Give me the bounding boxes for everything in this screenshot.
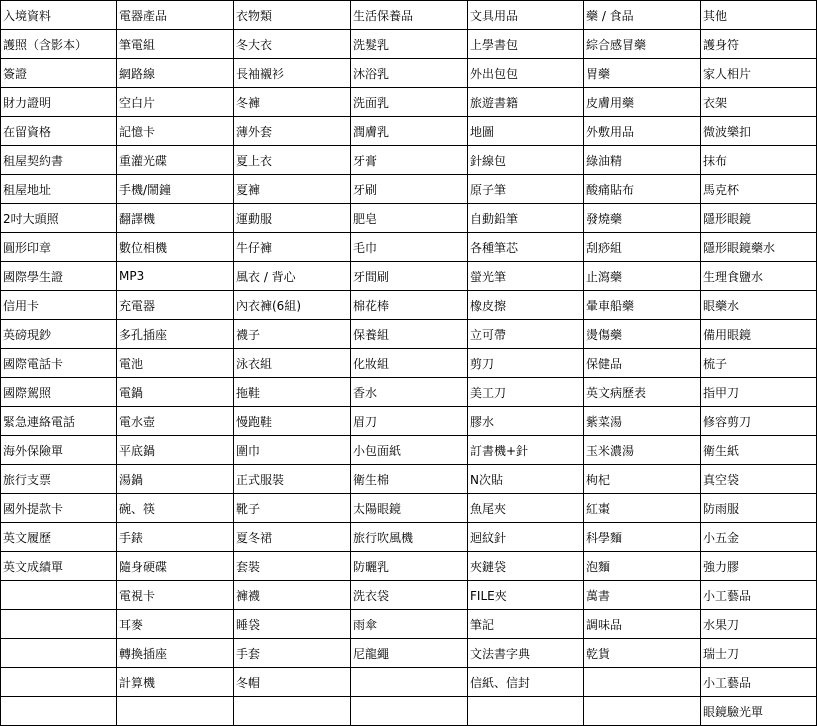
table-cell: 2吋大頭照 (1, 204, 117, 233)
table-cell: 美工刀 (468, 378, 584, 407)
table-cell: 橡皮擦 (468, 291, 584, 320)
table-cell (584, 668, 701, 697)
table-cell: 潤膚乳 (351, 117, 468, 146)
table-cell: 衛生紙 (701, 436, 817, 465)
table-cell: 隱形眼鏡藥水 (701, 233, 817, 262)
table-cell: 家人相片 (701, 59, 817, 88)
table-cell (1, 639, 117, 668)
table-cell: 隨身硬碟 (117, 552, 234, 581)
table-cell: 手套 (234, 639, 351, 668)
table-cell: 租屋地址 (1, 175, 117, 204)
table-cell: 毛巾 (351, 233, 468, 262)
table-cell: 雨傘 (351, 610, 468, 639)
column-header: 文具用品 (468, 1, 584, 30)
table-cell: 手機/鬧鐘 (117, 175, 234, 204)
table-cell: 冬大衣 (234, 30, 351, 59)
table-cell: 夾鏈袋 (468, 552, 584, 581)
table-cell: 洗衣袋 (351, 581, 468, 610)
table-row (1, 552, 817, 581)
table-cell: 褲襪 (234, 581, 351, 610)
table-cell: 電池 (117, 349, 234, 378)
table-cell: 翻譯機 (117, 204, 234, 233)
table-cell: 肥皂 (351, 204, 468, 233)
table-cell: 小包面紙 (351, 436, 468, 465)
table-cell: 梳子 (701, 349, 817, 378)
table-row (1, 407, 817, 436)
table-cell: 抹布 (701, 146, 817, 175)
table-cell: 暈車船藥 (584, 291, 701, 320)
table-cell: 枸杞 (584, 465, 701, 494)
table-cell: 太陽眼鏡 (351, 494, 468, 523)
table-row (1, 349, 817, 378)
table-cell: 平底鍋 (117, 436, 234, 465)
table-cell: 玉米濃湯 (584, 436, 701, 465)
table-cell: 重灌光碟 (117, 146, 234, 175)
table-cell: 小五金 (701, 523, 817, 552)
table-cell: MP3 (117, 262, 234, 291)
table-row (1, 30, 817, 59)
table-cell: 外敷用品 (584, 117, 701, 146)
table-cell: 夏褲 (234, 175, 351, 204)
table-cell: 長袖襯衫 (234, 59, 351, 88)
table-cell: 立可帶 (468, 320, 584, 349)
table-cell: 信用卡 (1, 291, 117, 320)
table-cell (584, 697, 701, 726)
table-row (1, 639, 817, 668)
table-row (1, 494, 817, 523)
table-cell: 香水 (351, 378, 468, 407)
table-cell (351, 697, 468, 726)
table-cell (351, 668, 468, 697)
table-cell: 修容剪刀 (701, 407, 817, 436)
table-cell: 綠油精 (584, 146, 701, 175)
table-cell: 地圖 (468, 117, 584, 146)
table-cell: 簽證 (1, 59, 117, 88)
table-cell: 止瀉藥 (584, 262, 701, 291)
table-cell: 尼龍繩 (351, 639, 468, 668)
table-cell: 財力證明 (1, 88, 117, 117)
table-cell: 保養組 (351, 320, 468, 349)
table-body (1, 1, 817, 726)
table-cell (1, 581, 117, 610)
table-cell: 自動鉛筆 (468, 204, 584, 233)
table-cell: 綜合感冒藥 (584, 30, 701, 59)
header-row (1, 1, 817, 30)
table-cell: 記憶卡 (117, 117, 234, 146)
table-cell: 冬帽 (234, 668, 351, 697)
table-cell: 瑞士刀 (701, 639, 817, 668)
table-cell: 湯鍋 (117, 465, 234, 494)
table-cell: 外出包包 (468, 59, 584, 88)
table-cell: 國外提款卡 (1, 494, 117, 523)
table-row (1, 204, 817, 233)
table-row (1, 146, 817, 175)
table-row (1, 175, 817, 204)
table-cell: 套裝 (234, 552, 351, 581)
table-cell: 燙傷藥 (584, 320, 701, 349)
table-cell: 襪子 (234, 320, 351, 349)
table-cell: 英磅現鈔 (1, 320, 117, 349)
table-cell: 旅行支票 (1, 465, 117, 494)
column-header: 電器產品 (117, 1, 234, 30)
table-cell: 充電器 (117, 291, 234, 320)
column-header: 其他 (701, 1, 817, 30)
table-row (1, 581, 817, 610)
table-cell: 微波樂扣 (701, 117, 817, 146)
table-cell: 科學麵 (584, 523, 701, 552)
table-cell: 國際駕照 (1, 378, 117, 407)
table-cell: 強力膠 (701, 552, 817, 581)
table-cell: 護身符 (701, 30, 817, 59)
table-cell: 牙刷 (351, 175, 468, 204)
table-cell: 洗髮乳 (351, 30, 468, 59)
table-cell: 生理食鹽水 (701, 262, 817, 291)
table-cell: 乾貨 (584, 639, 701, 668)
table-cell: 電鍋 (117, 378, 234, 407)
table-cell: 緊急連絡電話 (1, 407, 117, 436)
table-cell: 上學書包 (468, 30, 584, 59)
column-header: 生活保養品 (351, 1, 468, 30)
table-cell: 圓形印章 (1, 233, 117, 262)
table-cell: 多孔插座 (117, 320, 234, 349)
column-header: 藥 / 食品 (584, 1, 701, 30)
table-cell: 牙間刷 (351, 262, 468, 291)
table-row (1, 610, 817, 639)
table-cell: 膠水 (468, 407, 584, 436)
table-row (1, 291, 817, 320)
table-cell: 國際電話卡 (1, 349, 117, 378)
table-cell: 正式服裝 (234, 465, 351, 494)
table-cell: 冬褲 (234, 88, 351, 117)
table-cell: N次貼 (468, 465, 584, 494)
table-cell: 棉花棒 (351, 291, 468, 320)
table-cell: 眼鏡驗光單 (701, 697, 817, 726)
table-row (1, 697, 817, 726)
table-cell: 防雨服 (701, 494, 817, 523)
table-cell: 眉刀 (351, 407, 468, 436)
table-cell: 夏上衣 (234, 146, 351, 175)
table-cell: 牛仔褲 (234, 233, 351, 262)
table-row (1, 59, 817, 88)
table-row (1, 262, 817, 291)
table-cell: 衛生棉 (351, 465, 468, 494)
column-header: 入境資料 (1, 1, 117, 30)
table-row (1, 668, 817, 697)
table-cell: 薄外套 (234, 117, 351, 146)
table-cell: 英文成績單 (1, 552, 117, 581)
table-cell: 萬書 (584, 581, 701, 610)
table-row (1, 117, 817, 146)
table-cell (1, 668, 117, 697)
table-cell: 原子筆 (468, 175, 584, 204)
table-cell: 剪刀 (468, 349, 584, 378)
table-cell: 英文病歷表 (584, 378, 701, 407)
table-cell: 紅棗 (584, 494, 701, 523)
table-cell: 皮膚用藥 (584, 88, 701, 117)
table-cell: 電視卡 (117, 581, 234, 610)
table-cell: 發燒藥 (584, 204, 701, 233)
table-cell: 網路線 (117, 59, 234, 88)
table-cell: 護照（含影本） (1, 30, 117, 59)
table-cell: 訂書機+針 (468, 436, 584, 465)
table-cell: 迴紋針 (468, 523, 584, 552)
table-row (1, 320, 817, 349)
table-cell: FILE夾 (468, 581, 584, 610)
table-cell: 在留資格 (1, 117, 117, 146)
table-cell: 轉換插座 (117, 639, 234, 668)
table-cell: 海外保險單 (1, 436, 117, 465)
table-cell (1, 610, 117, 639)
table-cell: 魚尾夾 (468, 494, 584, 523)
table-cell: 圍巾 (234, 436, 351, 465)
table-row (1, 378, 817, 407)
table-cell (1, 697, 117, 726)
table-cell: 租屋契約書 (1, 146, 117, 175)
table-cell: 慢跑鞋 (234, 407, 351, 436)
table-cell: 內衣褲(6組) (234, 291, 351, 320)
table-row (1, 88, 817, 117)
table-cell: 針線包 (468, 146, 584, 175)
table-cell: 泡麵 (584, 552, 701, 581)
table-cell: 電水壺 (117, 407, 234, 436)
table-cell: 馬克杯 (701, 175, 817, 204)
table-row (1, 523, 817, 552)
table-cell: 化妝組 (351, 349, 468, 378)
table-cell: 小工藝品 (701, 668, 817, 697)
table-cell: 風衣 / 背心 (234, 262, 351, 291)
table-cell: 空白片 (117, 88, 234, 117)
table-cell: 真空袋 (701, 465, 817, 494)
table-cell: 手錶 (117, 523, 234, 552)
table-cell: 防曬乳 (351, 552, 468, 581)
table-cell: 泳衣組 (234, 349, 351, 378)
table-cell: 紫菜湯 (584, 407, 701, 436)
table-cell: 數位相機 (117, 233, 234, 262)
table-cell: 國際學生證 (1, 262, 117, 291)
table-cell: 拖鞋 (234, 378, 351, 407)
table-cell: 信紙、信封 (468, 668, 584, 697)
table-cell: 指甲刀 (701, 378, 817, 407)
table-cell: 睡袋 (234, 610, 351, 639)
table-cell: 備用眼鏡 (701, 320, 817, 349)
table-cell (468, 697, 584, 726)
table-cell: 旅行吹風機 (351, 523, 468, 552)
table-cell: 牙膏 (351, 146, 468, 175)
table-cell: 水果刀 (701, 610, 817, 639)
table-row (1, 436, 817, 465)
table-cell: 碗、筷 (117, 494, 234, 523)
column-header: 衣物類 (234, 1, 351, 30)
table-cell: 眼藥水 (701, 291, 817, 320)
table-cell: 酸痛貼布 (584, 175, 701, 204)
table-cell: 胃藥 (584, 59, 701, 88)
table-cell: 文法書字典 (468, 639, 584, 668)
table-cell (117, 697, 234, 726)
table-cell: 靴子 (234, 494, 351, 523)
table-cell: 保健品 (584, 349, 701, 378)
table-cell: 隱形眼鏡 (701, 204, 817, 233)
table-cell: 調味品 (584, 610, 701, 639)
table-cell: 小工藝品 (701, 581, 817, 610)
table-cell: 旅遊書籍 (468, 88, 584, 117)
table-cell: 各種筆芯 (468, 233, 584, 262)
table-cell: 洗面乳 (351, 88, 468, 117)
table-cell: 筆電組 (117, 30, 234, 59)
table-row (1, 233, 817, 262)
table-cell: 耳麥 (117, 610, 234, 639)
table-cell: 衣架 (701, 88, 817, 117)
table-cell: 筆記 (468, 610, 584, 639)
table-cell: 夏冬裙 (234, 523, 351, 552)
table-cell: 刮痧組 (584, 233, 701, 262)
table-cell: 螢光筆 (468, 262, 584, 291)
table-cell: 英文履歷 (1, 523, 117, 552)
table-cell: 沐浴乳 (351, 59, 468, 88)
table-cell: 計算機 (117, 668, 234, 697)
table-cell (234, 697, 351, 726)
table-cell: 運動服 (234, 204, 351, 233)
table-row (1, 465, 817, 494)
